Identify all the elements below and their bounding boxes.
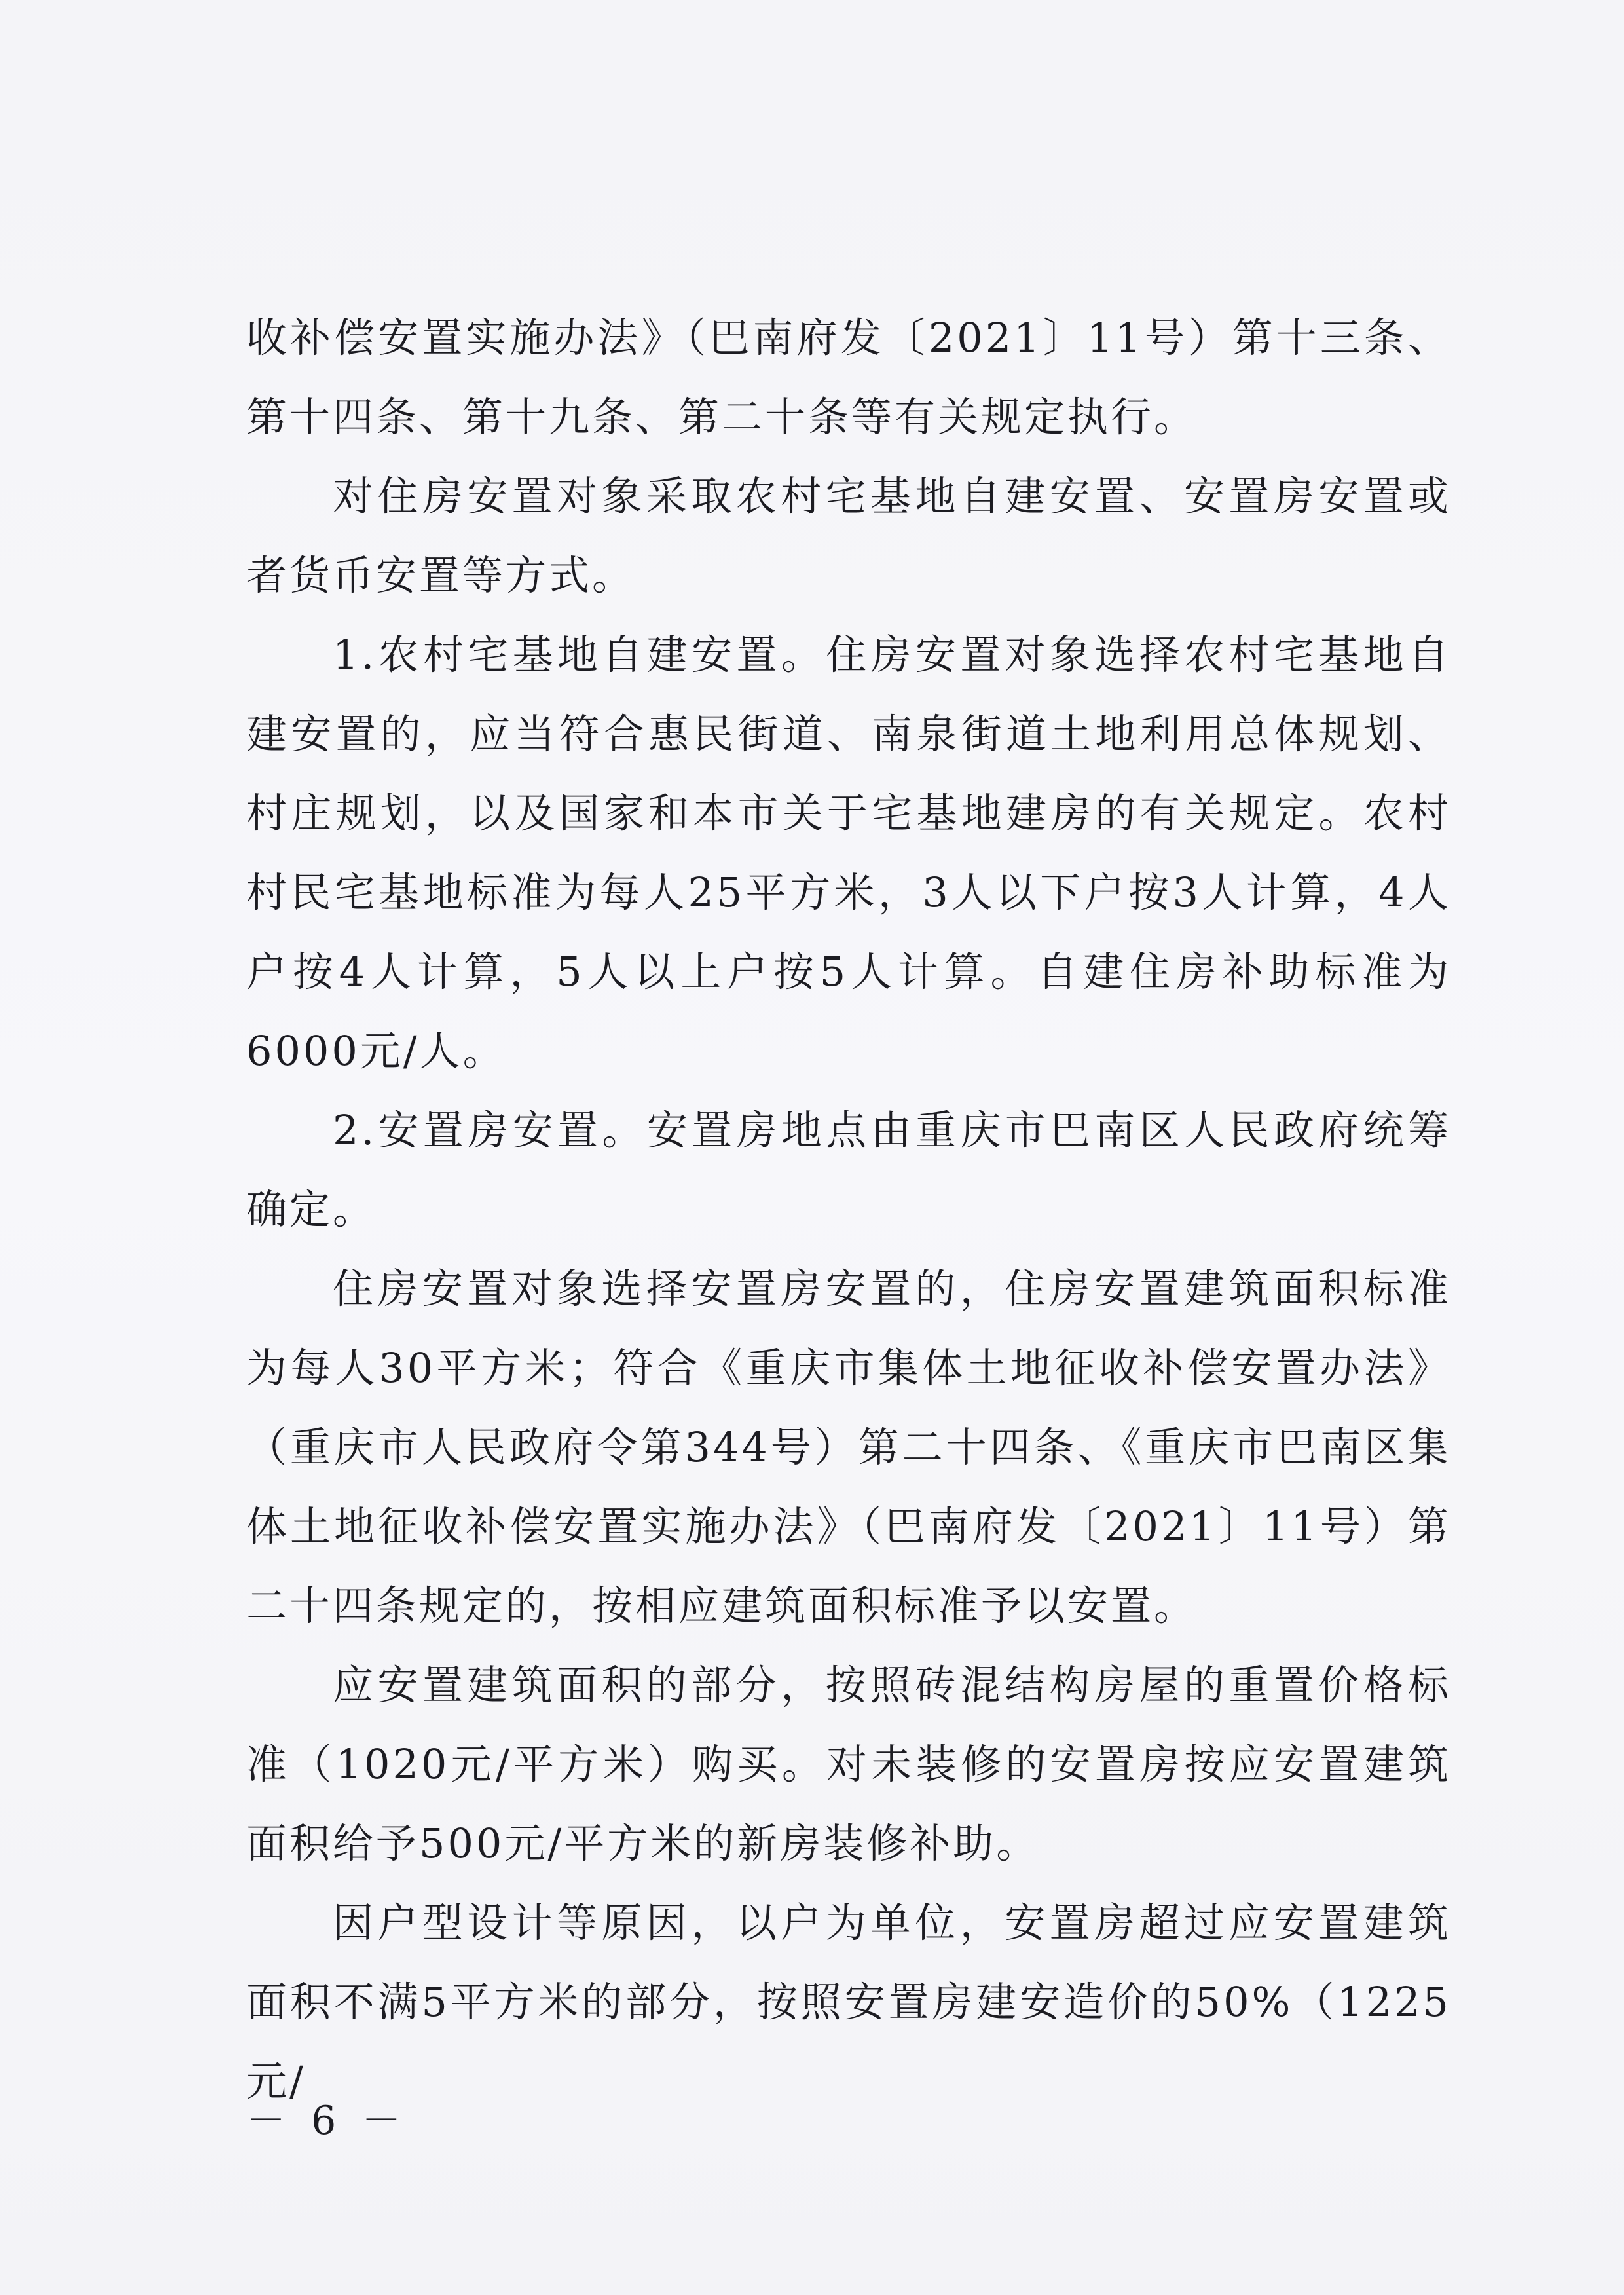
paragraph-homestead-self-built: 1.农村宅基地自建安置。住房安置对象选择农村宅基地自建安置的，应当符合惠民街道、南泉街道土地利用总体规划、村庄规划，以及国家和本市关于宅基地建房的有关规定。农村村民宅基地标准为每人25平方米，3人以下户按3人计算，4人户按4人计算，5人以上户按5人计算。自建住房补助标准为6000元/人。 (246, 631, 1451, 1075)
paragraph-housing-resettlement-methods: 对住房安置对象采取农村宅基地自建安置、安置房安置或者货币安置等方式。 (246, 472, 1451, 599)
paragraph-area-standard: 住房安置对象选择安置房安置的，住房安置建筑面积标准为每人30平方米；符合《重庆市集体土地征收补偿安置办法》（重庆市人民政府令第344号）第二十四条、《重庆市巴南区集体土地征收补偿安置实施办法》（巴南府发〔2021〕11号）第二十四条规定的，按相应建筑面积标准予以安置。 (246, 1265, 1451, 1630)
page-number: － 6 － (246, 2098, 408, 2144)
paragraph-continuation: 收补偿安置实施办法》（巴南府发〔2021〕11号）第十三条、第十四条、第十九条、第二十条等有关规定执行。 (246, 314, 1451, 441)
document-body (246, 298, 1451, 2121)
paragraph-purchase-price: 应安置建筑面积的部分，按照砖混结构房屋的重置价格标准（1020元/平方米）购买。对未装修的安置房按应安置建筑面积给予500元/平方米的新房装修补助。 (246, 1661, 1451, 1867)
paragraph-resettlement-housing: 2.安置房安置。安置房地点由重庆市巴南区人民政府统筹确定。 (246, 1106, 1451, 1233)
paragraph-excess-area: 因户型设计等原因，以户为单位，安置房超过应安置建筑面积不满5平方米的部分，按照安置房建安造价的50%（1225元/ (246, 1899, 1451, 2105)
